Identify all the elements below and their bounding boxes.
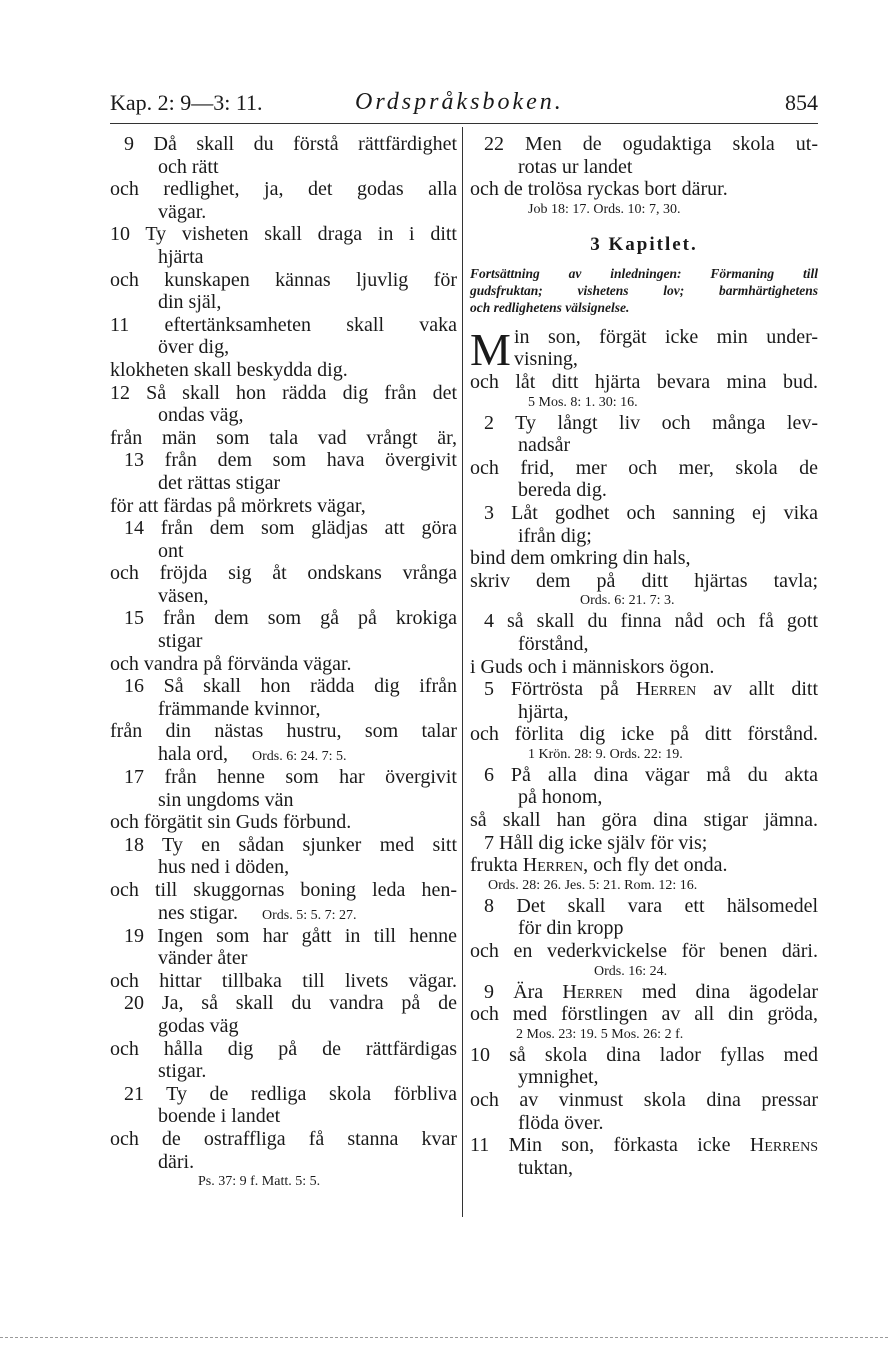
verse-text: av allt ditt: [713, 678, 819, 701]
verse-17: [110, 766, 457, 834]
verse-line: 10 Ty visheten skall draga in i ditt: [110, 223, 457, 246]
cross-reference: 1 Krön. 28: 9. Ords. 22: 19.: [528, 746, 683, 762]
verse-line: ondas väg,: [158, 404, 244, 427]
summary-line: och redlighetens välsignelse.: [470, 299, 630, 315]
verse-line: 13 från dem som hava övergivit: [124, 449, 457, 472]
verse-9: [110, 133, 457, 223]
verse-line: och förgätit sin Guds förbund.: [110, 811, 352, 834]
summary-line: gudsfruktan; vishetens lov; barmhärtighetens: [470, 282, 818, 298]
verse-line: från män som tala vad vrångt är,: [110, 426, 457, 449]
verse-line: 2 Ty långt liv och många lev-: [484, 411, 818, 434]
chapter3-verse-1: [470, 323, 818, 412]
verse-line: [470, 678, 818, 701]
verse-line: och med förstlingen av all din gröda,: [470, 1003, 818, 1026]
divine-name: Herren: [522, 854, 584, 877]
chapter3-verse-9: [470, 981, 818, 1044]
verse-line: däri.: [158, 1150, 195, 1173]
page-number: 854: [785, 90, 818, 115]
verse-line: och kunskapen kännas ljuvlig för: [110, 268, 457, 291]
chapter3-verse-7: [470, 832, 818, 895]
verse-line: främmande kvinnor,: [158, 697, 321, 720]
verse-line: och en vederkvickelse för benen däri.: [470, 940, 818, 963]
verse-line: sin ungdoms vän: [158, 788, 294, 811]
verse-line: stigar.: [158, 1060, 207, 1083]
verse-line: hus ned i döden,: [158, 856, 290, 879]
verse-line: hjärta,: [518, 700, 569, 723]
verse-14: [110, 517, 457, 607]
verse-line: skriv dem på ditt hjärtas tavla;: [470, 569, 818, 592]
cross-reference: 2 Mos. 23: 19. 5 Mos. 26: 2 f.: [516, 1026, 684, 1042]
verse-line: och hålla dig på de rättfärdigas: [110, 1037, 457, 1060]
verse-line: och de trolösa ryckas bort därur.: [470, 178, 728, 201]
verse-line: ont: [158, 539, 184, 562]
verse-line: din själ,: [158, 291, 222, 314]
chapter3-verse-10: [470, 1044, 818, 1134]
verse-line: 14 från dem som glädjas att göra: [124, 517, 457, 540]
chapter3-verse-3: [470, 502, 818, 610]
verse-line: bereda dig.: [518, 479, 607, 502]
verse-15: [110, 607, 457, 675]
cross-reference: Ords. 28: 26. Jes. 5: 21. Rom. 12: 16.: [488, 877, 698, 893]
chapter-range: Kap. 2: 9—3: 11.: [110, 90, 263, 115]
cross-reference: Ps. 37: 9 f. Matt. 5: 5.: [198, 1174, 321, 1190]
verse-line: för att färdas på mörkrets vägar,: [110, 494, 366, 517]
verse-line: [110, 902, 457, 925]
verse-line: rotas ur landet: [518, 155, 633, 178]
cross-reference: Ords. 5: 5. 7: 27.: [262, 907, 357, 923]
verse-text: frukta: [470, 854, 518, 877]
verse-text: , och fly det onda.: [583, 854, 728, 877]
page-header: [110, 88, 818, 122]
cross-reference: Ords. 6: 24. 7: 5.: [251, 749, 347, 765]
cross-reference: Job 18: 17. Ords. 10: 7, 30.: [528, 201, 681, 217]
verse-line: 6 På alla dina vägar må du akta: [484, 763, 818, 786]
verse-line: 20 Ja, så skall du vandra på de: [124, 992, 457, 1015]
verse-line: och frid, mer och mer, skola de: [470, 456, 818, 479]
verse-line: 8 Det skall vara ett hälsomedel: [484, 894, 818, 917]
divine-name: Herren: [562, 980, 623, 1003]
chapter3-verse-6: [470, 764, 818, 832]
verse-16: [110, 675, 457, 766]
verse-line: väsen,: [158, 584, 209, 607]
verse-18: [110, 834, 457, 925]
verse-21: [110, 1083, 457, 1191]
chapter3-verse-4: [470, 610, 818, 678]
verse-line: 21 Ty de redliga skola förbliva: [124, 1082, 457, 1105]
verse-line: 11 eftertänksamheten skall vaka: [110, 313, 457, 336]
verse-line: hjärta: [158, 245, 204, 268]
verse-text: 11 Min son, förkasta icke: [470, 1134, 731, 1157]
verse-line: och rätt: [158, 155, 219, 178]
verse-text: med dina ägodelar: [641, 980, 819, 1003]
verse-line: ifrån dig;: [518, 524, 592, 547]
verse-line: 7 Håll dig icke själv för vis;: [484, 831, 708, 854]
verse-line: och av vinmust skola dina pressar: [470, 1089, 818, 1111]
chapter3-verse-11: [470, 1134, 818, 1179]
verse-line: 12 Så skall hon rädda dig från det: [110, 381, 457, 404]
verse-line: och till skuggornas boning leda hen-: [110, 879, 457, 901]
verse-line: 16 Så skall hon rädda dig ifrån: [124, 675, 457, 698]
chapter-heading: 3 Kapitlet.: [590, 233, 698, 255]
verse-line: vänder åter: [158, 947, 248, 970]
verse-line: 3 Låt godhet och sanning ej vika: [484, 501, 818, 524]
verse-13: [110, 449, 457, 517]
verse-line: över dig,: [158, 336, 230, 359]
verse-text: nes stigar.: [158, 901, 238, 924]
verse-line: visning,: [514, 348, 578, 371]
verse-line: från din nästas hustru, som talar: [110, 720, 457, 743]
verse-line: vägar.: [158, 200, 207, 223]
verse-line: tuktan,: [518, 1156, 573, 1179]
verse-line: godas väg: [158, 1014, 239, 1037]
verse-10: [110, 223, 457, 313]
verse-line: 22 Men de ogudaktiga skola ut-: [484, 133, 818, 155]
verse-line: det rättas stigar: [158, 471, 281, 494]
verse-line: förstånd,: [518, 632, 589, 655]
verse-line: och redlighet, ja, det godas alla: [110, 178, 457, 201]
drop-cap: M: [470, 323, 511, 375]
cross-reference: Ords. 16: 24.: [594, 963, 668, 979]
book-title: Ordspråksboken.: [355, 89, 564, 115]
verse-line: stigar: [158, 630, 203, 653]
verse-line: nadsår: [518, 434, 571, 457]
chapter3-verse-8: [470, 895, 818, 981]
page-edge: [0, 1337, 888, 1338]
cross-reference: Ords. 6: 21. 7: 3.: [580, 593, 675, 609]
verse-line: och fröjda sig åt ondskans vrånga: [110, 562, 457, 585]
header-rule: [110, 123, 818, 124]
summary-line: Fortsättning av inledningen: Förmaning till: [470, 265, 818, 281]
verse-text: 9 Ära: [484, 980, 544, 1003]
verse-line: och hittar tillbaka till livets vägar.: [110, 969, 457, 992]
verse-line: 15 från dem som gå på krokiga: [124, 607, 457, 630]
spacer: [470, 316, 818, 318]
divine-name: Herren: [635, 678, 697, 701]
chapter3-verse-2: [470, 412, 818, 502]
verse-line: och låt ditt hjärta bevara mina bud.: [470, 370, 818, 393]
verse-line: 4 så skall du finna nåd och få gott: [484, 610, 818, 633]
verse-text: hala ord,: [158, 743, 228, 766]
verse-line: 19 Ingen som har gått in till henne: [124, 924, 457, 947]
verse-line: [470, 1134, 818, 1157]
verse-line: 17 från henne som har övergivit: [124, 766, 457, 789]
chapter-summary: [470, 265, 818, 316]
verse-line: [110, 743, 457, 766]
verse-line: boende i landet: [158, 1105, 281, 1128]
verse-12: [110, 382, 457, 450]
verse-22: [470, 133, 818, 219]
verse-line: [470, 981, 818, 1004]
cross-reference: 5 Mos. 8: 1. 30: 16.: [528, 394, 638, 410]
left-column: [110, 133, 457, 1191]
verse-20: [110, 992, 457, 1082]
verse-19: [110, 925, 457, 993]
divine-name: Herrens: [749, 1134, 819, 1157]
verse-line: och förlita dig icke på ditt förstånd.: [470, 723, 818, 746]
verse-line: ymnighet,: [518, 1066, 599, 1089]
verse-line: 18 Ty en sådan sjunker med sitt: [124, 833, 457, 856]
verse-line: flöda över.: [518, 1111, 604, 1134]
verse-line: bind dem omkring din hals,: [470, 547, 691, 570]
verse-text: 5 Förtrösta på: [484, 678, 619, 701]
verse-line: [470, 854, 818, 877]
chapter3-verse-5: [470, 678, 818, 764]
verse-line: in son, förgät icke min under-: [514, 325, 818, 348]
verse-line: 10 så skola dina lador fyllas med: [470, 1043, 818, 1066]
verse-11: [110, 314, 457, 382]
column-divider: [462, 127, 463, 1217]
right-column: [470, 133, 818, 1179]
verse-line: och de ostraffliga få stanna kvar: [110, 1127, 457, 1150]
verse-line: så skall han göra dina stigar jämna.: [470, 809, 818, 832]
verse-line: på honom,: [518, 786, 603, 809]
verse-line: klokheten skall beskydda dig.: [110, 358, 348, 381]
verse-line: i Guds och i människors ögon.: [470, 655, 715, 678]
dropcap-block: [470, 323, 818, 375]
verse-line: för din kropp: [518, 917, 624, 940]
verse-line: och vandra på förvända vägar.: [110, 652, 352, 675]
verse-line: 9 Då skall du förstå rättfärdighet: [124, 133, 457, 155]
